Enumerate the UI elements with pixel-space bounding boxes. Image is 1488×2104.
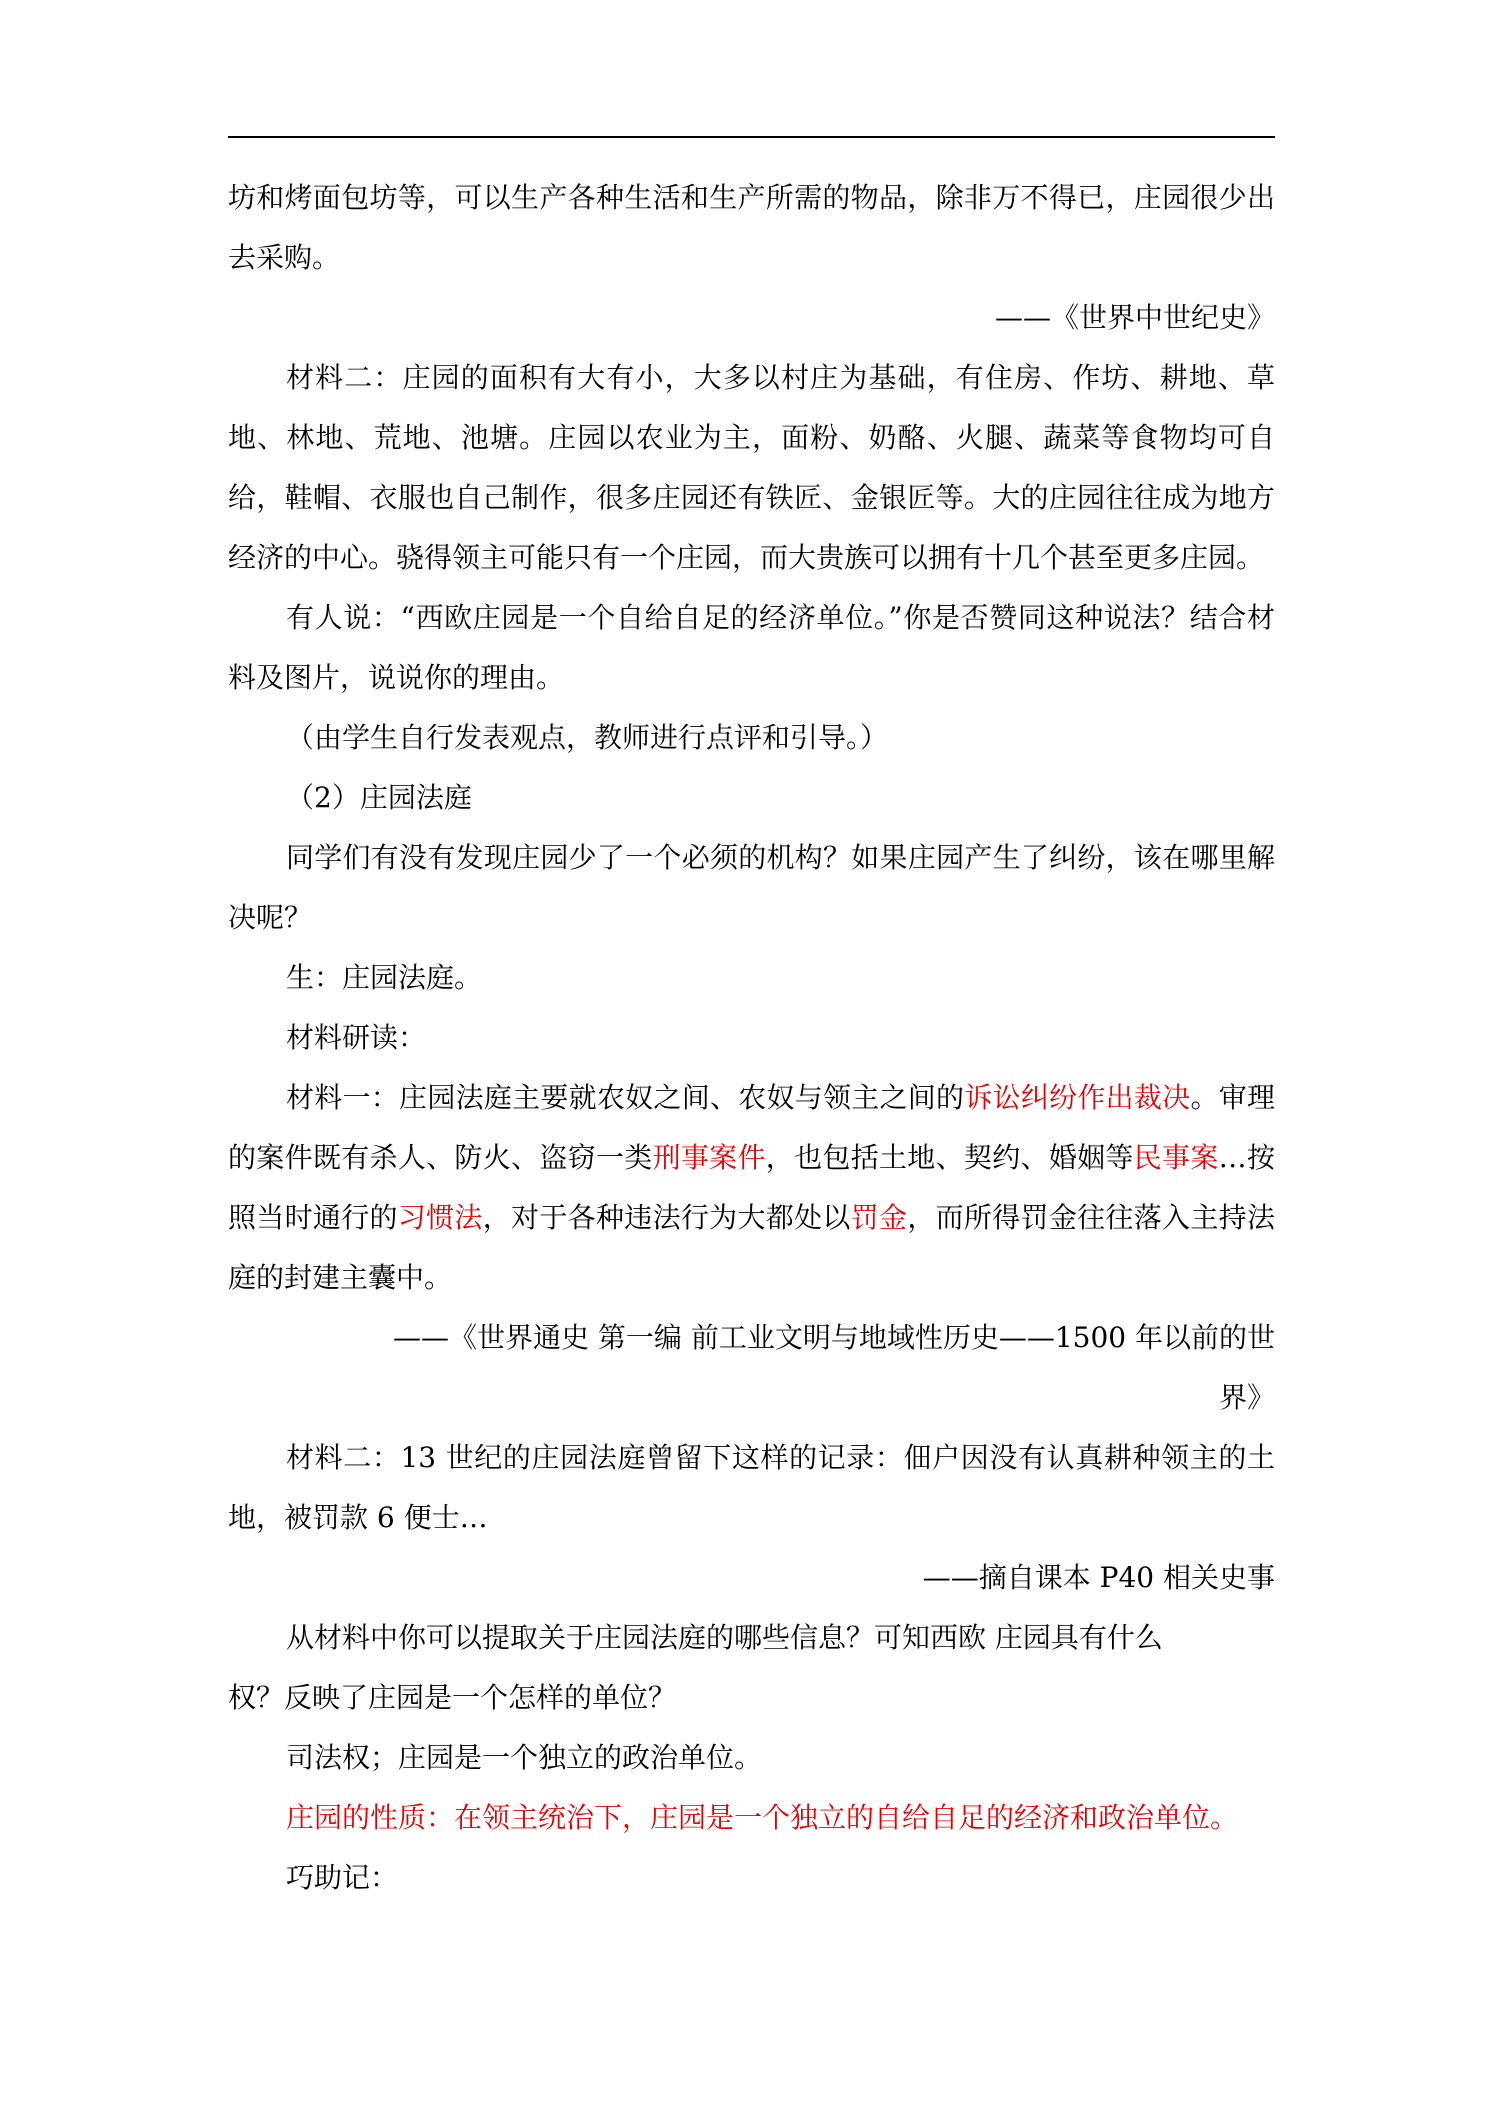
paragraph-question-institution: 同学们有没有发现庄园少了一个必须的机构？如果庄园产生了纠纷，该在哪里解决呢？ xyxy=(228,841,1275,934)
highlight-customary-law: 习惯法 xyxy=(397,1201,483,1234)
citation-medieval-history: ——《世界中世纪史》 xyxy=(994,301,1275,334)
paragraph-question-information-line2: 权？反映了庄园是一个怎样的单位？ xyxy=(228,1681,677,1714)
document-body xyxy=(228,168,1275,1908)
text-segment: ，对于各种违法行为大都处以 xyxy=(482,1201,851,1234)
paragraph-question-information-line1: 从材料中你可以提取关于庄园法庭的哪些信息？可知西欧 庄园具有什么 xyxy=(286,1621,1163,1654)
text-segment: 。审理的案件既有杀人、防火、盗窃一类 xyxy=(228,1081,1275,1174)
citation-world-history-line2: 界》 xyxy=(1218,1381,1275,1414)
paragraph-material-two-manor: 材料二：庄园的面积有大有小，大多以村庄为基础，有住房、作坊、耕地、草地、林地、荒地、池塘。庄园以农业为主，面粉、奶酪、火腿、蔬菜等食物均可自给，鞋帽、衣服也自己制作，很多庄园还有铁匠、金银匠等。大的庄园往往成为地方经济的中心。骁得领主可能只有一个庄园，而大贵族可以拥有十几个甚至更多庄园。 xyxy=(228,361,1275,574)
paragraph-teacher-note: （由学生自行发表观点，教师进行点评和引导。） xyxy=(286,721,889,754)
text-segment: …按照当时通行的 xyxy=(228,1141,1275,1234)
paragraph-student-answer: 生：庄园法庭。 xyxy=(286,961,483,994)
paragraph-question-self-sufficient: 有人说：“西欧庄园是一个自给自足的经济单位。”你是否赞同这种说法？结合材料及图片，说说你的理由。 xyxy=(228,601,1275,694)
paragraph-manor-nature: 庄园的性质：在领主统治下，庄园是一个独立的自给自足的经济和政治单位。 xyxy=(286,1801,1239,1834)
paragraph-material-reading: 材料研读： xyxy=(286,1021,427,1054)
citation-textbook: ——摘自课本 P40 相关史事 xyxy=(922,1561,1275,1594)
text-segment: ，而所得罚金往往落入主持法庭的封建主囊中。 xyxy=(228,1201,1275,1294)
header-rule xyxy=(228,136,1275,138)
highlight-criminal-cases: 刑事案件 xyxy=(652,1141,766,1174)
paragraph-answer-judicial: 司法权；庄园是一个独立的政治单位。 xyxy=(286,1741,763,1774)
paragraph-mnemonic: 巧助记： xyxy=(286,1861,399,1894)
text-segment: ，也包括土地、契约、婚姻等 xyxy=(765,1141,1134,1174)
paragraph-material-one-court xyxy=(228,1068,1275,1308)
text-segment: 材料一：庄园法庭主要就农奴之间、农奴与领主之间的 xyxy=(286,1081,965,1114)
paragraph-material-two-record: 材料二：13 世纪的庄园法庭曾留下这样的记录：佃户因没有认真耕种领主的土地，被罚款 6 便士… xyxy=(228,1441,1275,1534)
section-heading-manor-court: （2）庄园法庭 xyxy=(286,781,472,814)
highlight-fines: 罚金 xyxy=(850,1201,908,1234)
citation-world-history-line1: ——《世界通史 第一编 前工业文明与地域性历史——1500 年以前的世 xyxy=(393,1321,1275,1354)
highlight-civil-cases: 民事案 xyxy=(1133,1141,1219,1174)
paragraph-workshops: 坊和烤面包坊等，可以生产各种生活和生产所需的物品，除非万不得已，庄园很少出去采购。 xyxy=(228,181,1275,274)
highlight-litigation: 诉讼纠纷作出裁决 xyxy=(964,1081,1191,1114)
